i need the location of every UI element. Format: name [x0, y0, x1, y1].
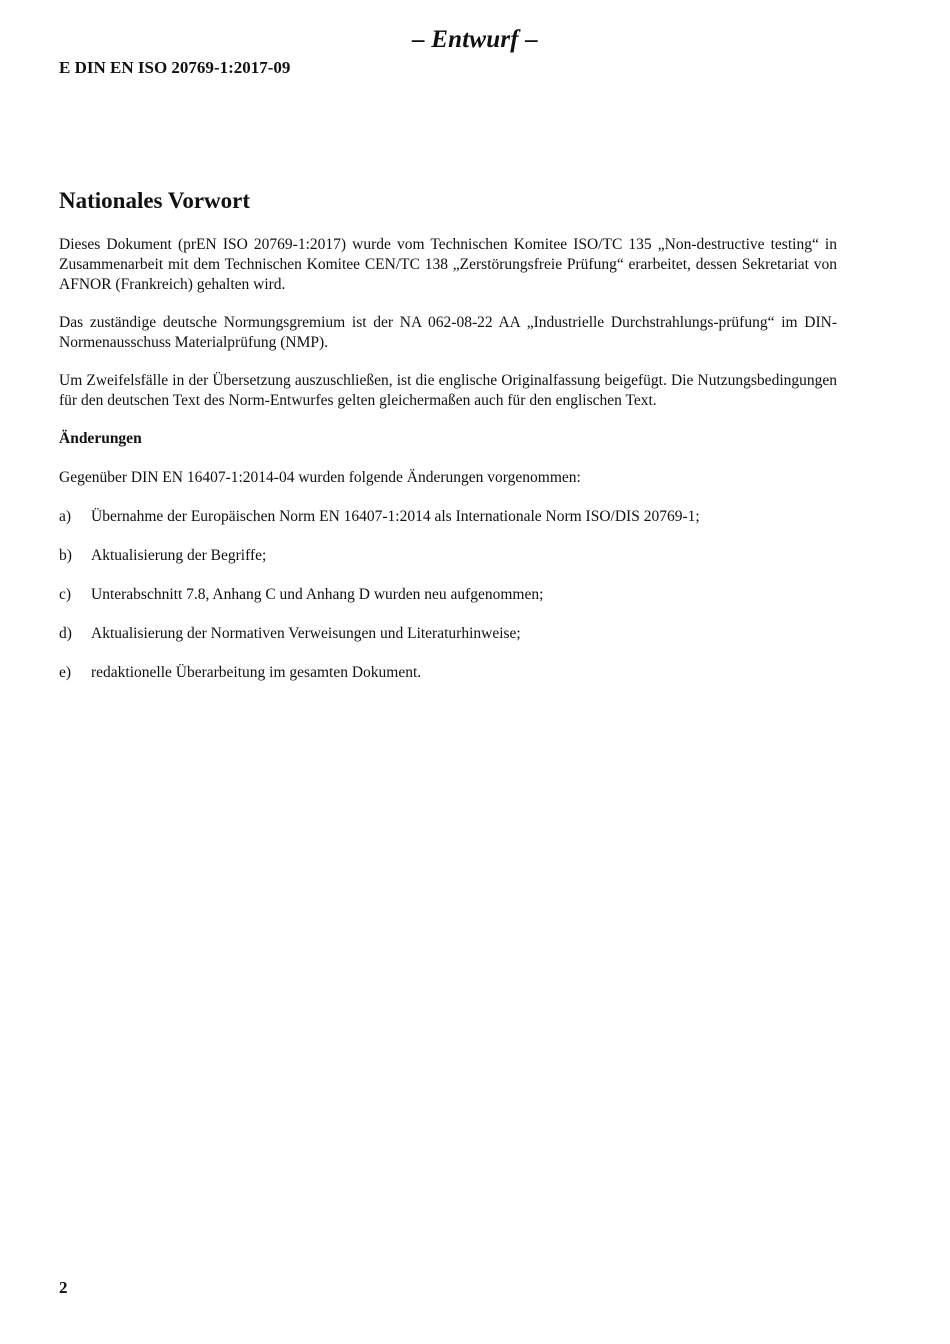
foreword-paragraph-1: Dieses Dokument (prEN ISO 20769-1:2017) wurde vom Technischen Komitee ISO/TC 135 „Non-destructive testing“ in Zusammenarbeit mit dem Technischen Komitee CEN/TC 138 „Zerstörungsfreie Prüfung“ erarbeitet, dessen Sekretariat von AFNOR (Frankreich) gehalten wird.: [59, 236, 837, 293]
section-title: Nationales Vorwort: [59, 188, 251, 213]
list-item-label: e): [59, 664, 72, 681]
list-item-text: Übernahme der Europäischen Norm EN 16407-1:2014 als Internationale Norm ISO/DIS 20769-1;: [91, 508, 700, 525]
list-item-label: b): [59, 547, 72, 564]
page-content: [59, 186, 837, 702]
list-item-text: Unterabschnitt 7.8, Anhang C und Anhang D wurden neu aufgenommen;: [91, 586, 544, 603]
changes-heading: Änderungen: [59, 430, 142, 447]
draft-watermark-title: – Entwurf –: [412, 26, 538, 53]
document-identifier: E DIN EN ISO 20769-1:2017-09: [59, 58, 291, 77]
list-item: [59, 546, 837, 566]
list-item-text: Aktualisierung der Begriffe;: [91, 547, 267, 564]
changes-intro: Gegenüber DIN EN 16407-1:2014-04 wurden folgende Änderungen vorgenommen:: [59, 469, 581, 486]
list-item-text: Aktualisierung der Normativen Verweisungen und Literaturhinweise;: [91, 625, 521, 642]
list-item-label: a): [59, 508, 72, 525]
changes-list: [59, 507, 837, 683]
page-number: 2: [59, 1278, 68, 1297]
foreword-paragraph-3: Um Zweifelsfälle in der Übersetzung auszuschließen, ist die englische Originalfassung beigefügt. Die Nutzungsbedingungen für den deutschen Text des Norm-Entwurfes gelten gleichermaßen auch für den englischen Text.: [59, 372, 837, 409]
foreword-paragraph-2: Das zuständige deutsche Normungsgremium ist der NA 062-08-22 AA „Industrielle Durchstrahlungs-prüfung“ im DIN-Normenausschuss Materialprüfung (NMP).: [59, 314, 837, 351]
list-item: [59, 507, 837, 527]
list-item-label: d): [59, 625, 72, 642]
list-item: [59, 585, 837, 605]
list-item-label: c): [59, 586, 72, 603]
list-item: [59, 624, 837, 644]
list-item-text: redaktionelle Überarbeitung im gesamten Dokument.: [91, 664, 422, 681]
list-item: [59, 663, 837, 683]
